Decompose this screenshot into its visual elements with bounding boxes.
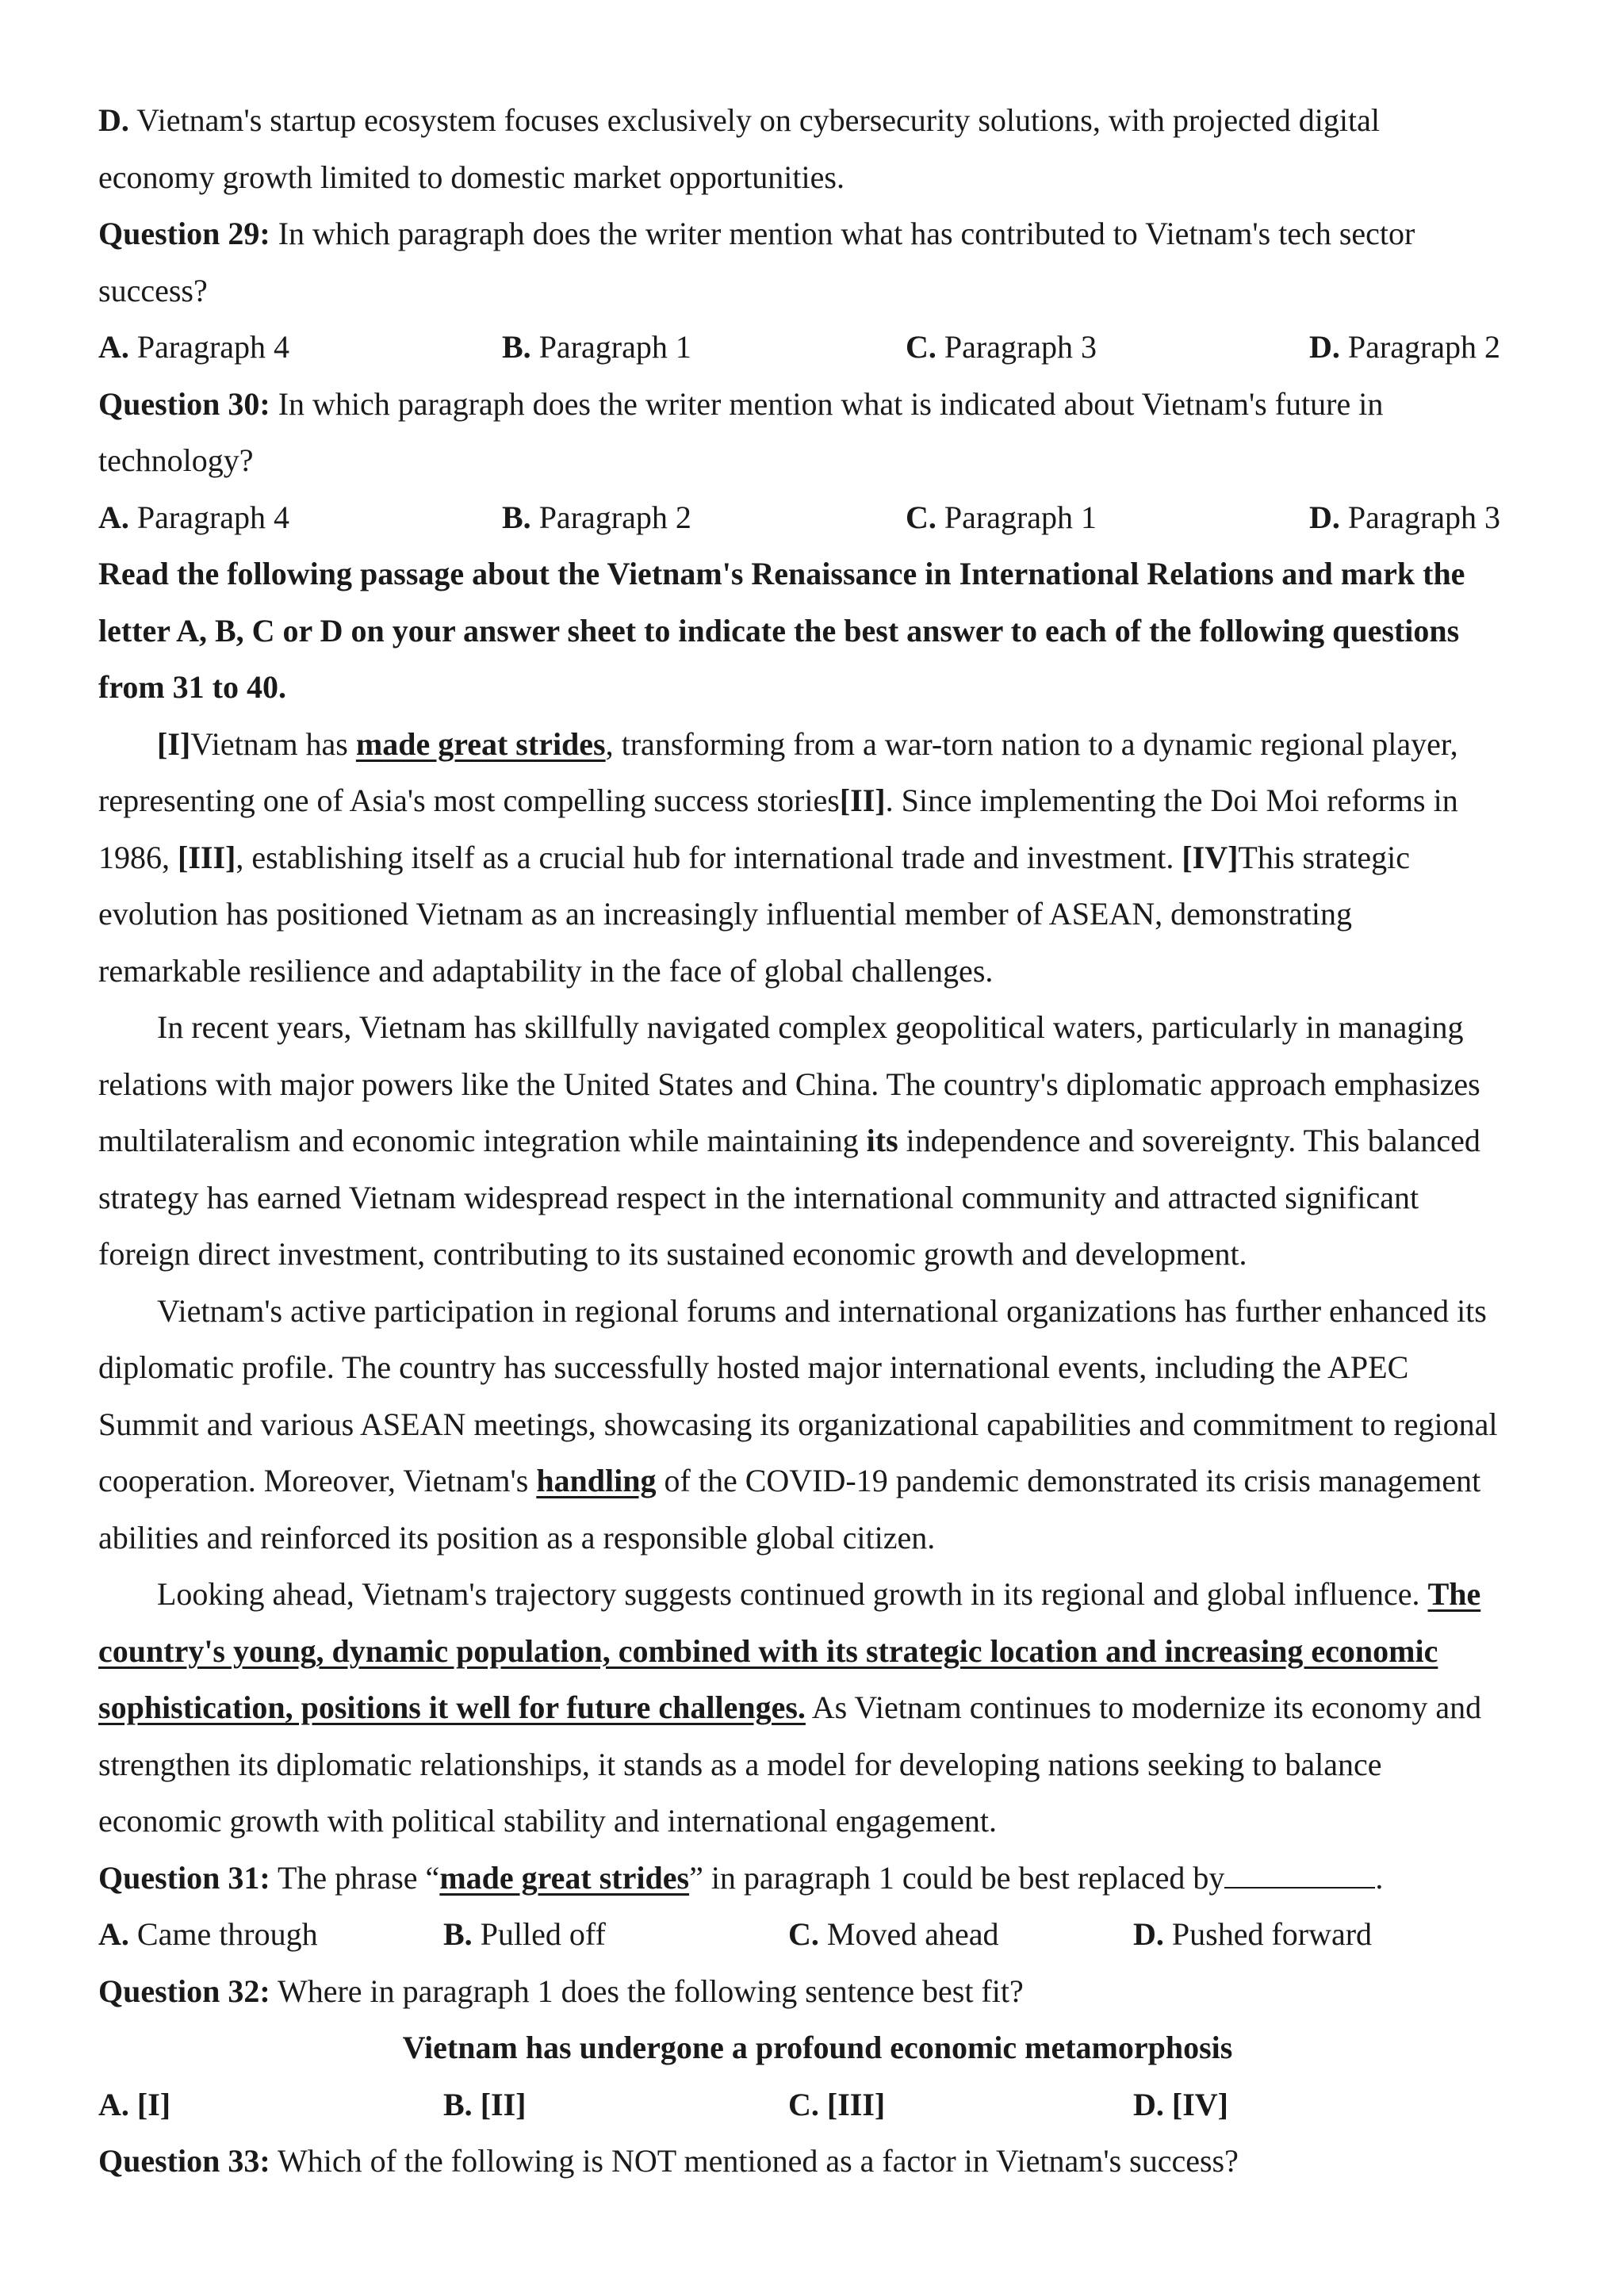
q31-option-b[interactable]: B. Pulled off: [443, 1916, 606, 1952]
highlighted-word-handling: handling: [536, 1463, 657, 1498]
passage-paragraph-4: Looking ahead, Vietnam's trajectory suggests continued growth in its regional and global influence. The country's young, dynamic population, combined with its strategic location and increasing economic sophistication, positions it well for future challenges. As Vietnam continues to modernize its economy and strengthen its diplomatic relationships, it stands as a model for developing nations seeking to balance economic growth with political stability and international engagement.: [98, 1576, 1482, 1839]
question-29-options: [98, 319, 1537, 376]
reading-instructions-line-3: from 31 to 40.: [98, 669, 286, 705]
reading-instructions-line-2: letter A, B, C or D on your answer sheet to indicate the best answer to each of the following questions: [98, 612, 1460, 649]
answer-blank: [1224, 1860, 1375, 1888]
highlighted-sentence-middle: country's young, dynamic population, combined with its strategic location and increasing economic: [98, 1632, 1438, 1669]
highlighted-sentence-start: The: [1427, 1576, 1481, 1612]
q29-option-d[interactable]: D. Paragraph 2: [1309, 329, 1501, 365]
q29-option-b[interactable]: B. Paragraph 1: [502, 329, 691, 365]
q30-option-d[interactable]: D. Paragraph 3: [1309, 499, 1501, 535]
marker-ii: [II]: [839, 783, 886, 818]
q32-insert-sentence: Vietnam has undergone a profound economic metamorphosis: [402, 2030, 1233, 2065]
question-31-options: [98, 1906, 1537, 1963]
q31-option-d[interactable]: D. Pushed forward: [1133, 1916, 1373, 1952]
q30-option-c[interactable]: C. Paragraph 1: [906, 499, 1097, 535]
q31-option-a[interactable]: A. Came through: [98, 1916, 318, 1952]
q31-option-c[interactable]: C. Moved ahead: [788, 1916, 999, 1952]
q30-option-b[interactable]: B. Paragraph 2: [502, 499, 691, 535]
question-31: Question 31: The phrase “made great strides” in paragraph 1 could be best replaced by .: [98, 1859, 1384, 1896]
passage-paragraph-2: In recent years, Vietnam has skillfully navigated complex geopolitical waters, particularly in managing relations with major powers like the United States and China. The country's diplomatic approach emphasizes multilateralism and economic integration while maintaining its independence and sovereignty. This balanced strategy has earned Vietnam widespread respect in the international community and attracted significant foreign direct investment, contributing to its sustained economic growth and development.: [98, 1009, 1480, 1272]
q30-option-a[interactable]: A. Paragraph 4: [98, 499, 290, 535]
q28-option-d: D. Vietnam's startup ecosystem focuses exclusively on cybersecurity solutions, with projected digital: [98, 102, 1380, 138]
q32-option-d[interactable]: D. [IV]: [1133, 2086, 1228, 2122]
q32-option-a[interactable]: A. [I]: [98, 2086, 171, 2122]
reading-instructions-line-1: Read the following passage about the Vietnam's Renaissance in International Relations and mark the: [98, 556, 1465, 591]
q28-option-d-cont: economy growth limited to domestic market opportunities.: [98, 159, 845, 195]
question-29: Question 29: In which paragraph does the writer mention what has contributed to Vietnam's tech sector: [98, 216, 1415, 251]
q32-option-b[interactable]: B. [II]: [443, 2086, 527, 2122]
marker-iv: [IV]: [1182, 839, 1239, 875]
passage-paragraph-3: Vietnam's active participation in regional forums and international organizations has further enhanced its diplomatic profile. The country has successfully hosted major international events, including the APEC Summit and various ASEAN meetings, showcasing its organizational capabilities and commitment to regional cooperation. Moreover, Vietnam's handling of the COVID-19 pandemic demonstrated its crisis management abilities and reinforced its position as a responsible global citizen.: [98, 1292, 1498, 1556]
question-30: Question 30: In which paragraph does the writer mention what is indicated about Vietnam's future in: [98, 385, 1384, 422]
highlighted-sentence-end: sophistication, positions it well for future challenges.: [98, 1689, 806, 1725]
q29-option-a[interactable]: A. Paragraph 4: [98, 329, 290, 365]
q31-phrase: made great strides: [439, 1859, 690, 1896]
q29-option-c[interactable]: C. Paragraph 3: [906, 329, 1097, 365]
q32-option-c[interactable]: C. [III]: [788, 2086, 886, 2122]
question-30-options: [98, 489, 1537, 546]
highlighted-phrase-made-great-strides: made great strides: [355, 725, 606, 762]
question-29-cont: success?: [98, 272, 208, 308]
highlighted-word-its: its: [866, 1123, 898, 1158]
marker-iii: [III]: [178, 839, 236, 875]
question-30-cont: technology?: [98, 442, 254, 478]
passage-paragraph-1: [I]Vietnam has made great strides, transforming from a war-torn nation to a dynamic regional player, representing one of Asia's most compelling success stories[II]. Since implementing the Doi Moi reforms in 1986, [III], establishing itself as a crucial hub for international trade and investment. [IV]This strategic evolution has positioned Vietnam as an increasingly influential member of ASEAN, demonstrating remarkable resilience and adaptability in the face of global challenges.: [98, 725, 1458, 989]
question-32: Question 32: Where in paragraph 1 does the following sentence best fit?: [98, 1973, 1024, 2009]
question-32-options: [98, 2076, 1537, 2133]
question-33: Question 33: Which of the following is NOT mentioned as a factor in Vietnam's success?: [98, 2143, 1239, 2179]
marker-i: [I]: [157, 725, 191, 762]
